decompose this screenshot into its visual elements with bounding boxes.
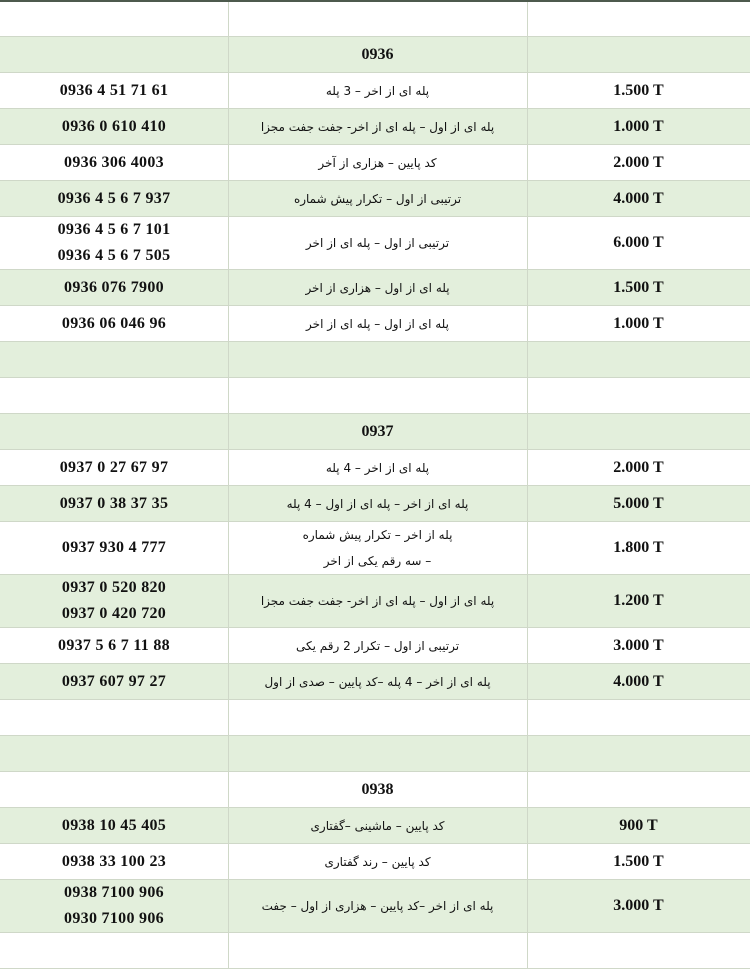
- table-row: [0, 575, 750, 628]
- text-line: 0936 4 5 6 7 101: [57, 221, 171, 238]
- text-line: ترتیبی از اول – تکرار 2 رقم یکی: [295, 638, 460, 653]
- description-cell: [228, 181, 527, 216]
- price-cell: [527, 73, 750, 108]
- text-line: 0936 076 7900: [64, 278, 164, 296]
- section-header-row: [0, 772, 750, 808]
- description-cell: [228, 145, 527, 180]
- price-cell: [527, 306, 750, 341]
- price-cell: [527, 217, 750, 269]
- text-line: پله ای از اخر – 4 پله: [325, 460, 430, 475]
- text-line: ترتیبی از اول – تکرار پیش شماره: [293, 191, 462, 206]
- description-cell: [228, 628, 527, 663]
- column-divider: [228, 2, 229, 968]
- phone-number-cell: [0, 664, 228, 699]
- price-cell: [527, 628, 750, 663]
- description-cell: [228, 880, 527, 932]
- text-line: 1.000 T: [613, 314, 664, 332]
- text-line: 1.500 T: [613, 278, 664, 296]
- table-row: [0, 217, 750, 270]
- price-cell: [527, 522, 750, 574]
- table-row: [0, 844, 750, 880]
- text-line: 0936 06 046 96: [61, 314, 167, 332]
- price-cell: [527, 145, 750, 180]
- text-line: 0938 33 100 23: [61, 852, 167, 870]
- table-row: [0, 450, 750, 486]
- text-line: 0936 4 51 71 61: [59, 81, 169, 99]
- table-row: [0, 270, 750, 306]
- section-prefix: 0936: [361, 45, 394, 63]
- phone-number-cell: [0, 145, 228, 180]
- table-row: [0, 145, 750, 181]
- column-divider: [527, 2, 528, 968]
- text-line: – سه رقم یکی از اخر: [323, 554, 432, 568]
- empty-row: [0, 2, 750, 37]
- price-cell: [527, 270, 750, 305]
- text-line: 4.000 T: [613, 672, 664, 690]
- text-line: 0937 0 38 37 35: [59, 494, 169, 512]
- description-cell: [228, 73, 527, 108]
- text-line: 3.000 T: [613, 897, 664, 914]
- description-cell: [228, 486, 527, 521]
- price-cell: [527, 181, 750, 216]
- description-cell: [228, 844, 527, 879]
- phone-number-cell: [0, 575, 228, 627]
- price-cell: [527, 880, 750, 932]
- text-line: پله از اخر – تکرار پیش شماره: [302, 528, 453, 542]
- text-line: 0936 4 5 6 7 937: [57, 189, 171, 207]
- text-line: پله ای از اول – پله ای از اخر: [306, 316, 449, 331]
- section-prefix: 0937: [361, 422, 394, 440]
- section-header-row: [0, 37, 750, 73]
- price-cell: [527, 486, 750, 521]
- empty-row: [0, 700, 750, 736]
- description-cell: [228, 522, 527, 574]
- phone-number-cell: [0, 844, 228, 879]
- description-cell: [228, 575, 527, 627]
- text-line: کد پایین – رند گفتاری: [324, 854, 431, 869]
- text-line: 900 T: [619, 816, 658, 834]
- phone-number-cell: [0, 522, 228, 574]
- table-row: [0, 486, 750, 522]
- text-line: پله ای از اول – پله ای از اخر- جفت جفت مجزا: [260, 594, 495, 608]
- empty-row: [0, 933, 750, 969]
- text-line: 2.000 T: [613, 153, 664, 171]
- text-line: پله ای از اخر – پله ای از اول – 4 پله: [286, 496, 469, 511]
- phone-number-cell: [0, 486, 228, 521]
- text-line: 1.500 T: [613, 852, 664, 870]
- table-row: [0, 306, 750, 342]
- text-line: 4.000 T: [613, 189, 664, 207]
- table-row: [0, 808, 750, 844]
- price-cell: [527, 808, 750, 843]
- text-line: 0938 7100 906: [64, 884, 164, 901]
- description-cell: [228, 808, 527, 843]
- text-line: 0937 0 27 67 97: [59, 458, 169, 476]
- text-line: 1.500 T: [613, 81, 664, 99]
- text-line: پله ای از اخر – 3 پله: [325, 83, 430, 98]
- table-row: [0, 628, 750, 664]
- table-row: [0, 181, 750, 217]
- price-cell: [527, 664, 750, 699]
- text-line: پله ای از اخر –کد پایین – هزاری از اول – جفت: [261, 899, 494, 913]
- text-line: 0936 0 610 410: [61, 117, 167, 135]
- text-line: 0937 930 4 777: [61, 539, 167, 556]
- section-header-row: [0, 414, 750, 450]
- description-cell: [228, 306, 527, 341]
- text-line: 0938 10 45 405: [61, 816, 167, 834]
- phone-number-cell: [0, 808, 228, 843]
- description-cell: [228, 664, 527, 699]
- table-row: [0, 880, 750, 933]
- text-line: کد پایین – ماشینی –گفتاری: [310, 818, 445, 833]
- phone-number-cell: [0, 181, 228, 216]
- table-row: [0, 522, 750, 575]
- phone-number-cell: [0, 880, 228, 932]
- phone-number-cell: [0, 73, 228, 108]
- text-line: ترتیبی از اول – پله ای از اخر: [305, 236, 450, 250]
- text-line: 0937 0 420 720: [61, 605, 167, 622]
- text-line: 0936 306 4003: [64, 153, 164, 171]
- phone-number-cell: [0, 628, 228, 663]
- text-line: پله ای از اول – پله ای از اخر- جفت جفت مجزا: [260, 119, 495, 134]
- price-cell: [527, 450, 750, 485]
- text-line: 0936 4 5 6 7 505: [57, 247, 171, 264]
- empty-row: [0, 736, 750, 772]
- text-line: کد پایین – هزاری از آخر: [318, 155, 437, 170]
- description-cell: [228, 270, 527, 305]
- section-prefix: 0938: [361, 780, 394, 798]
- text-line: 1.800 T: [613, 539, 664, 556]
- table-row: [0, 109, 750, 145]
- phone-number-cell: [0, 217, 228, 269]
- text-line: 1.000 T: [613, 117, 664, 135]
- description-cell: [228, 217, 527, 269]
- text-line: پله ای از اول – هزاری از اخر: [305, 280, 450, 295]
- price-cell: [527, 844, 750, 879]
- phone-number-cell: [0, 450, 228, 485]
- price-cell: [527, 575, 750, 627]
- empty-row: [0, 378, 750, 414]
- phone-number-cell: [0, 109, 228, 144]
- description-cell: [228, 109, 527, 144]
- text-line: 0930 7100 906: [64, 910, 164, 927]
- text-line: 0937 607 97 27: [61, 672, 167, 690]
- text-line: 1.200 T: [613, 592, 664, 609]
- text-line: 3.000 T: [613, 636, 664, 654]
- phone-number-cell: [0, 270, 228, 305]
- description-cell: [228, 450, 527, 485]
- table-row: [0, 664, 750, 700]
- text-line: 0937 5 6 7 11 88: [58, 636, 170, 654]
- text-line: 6.000 T: [613, 234, 664, 251]
- text-line: 5.000 T: [613, 494, 664, 512]
- text-line: 2.000 T: [613, 458, 664, 476]
- text-line: 0937 0 520 820: [61, 579, 167, 596]
- phone-number-cell: [0, 306, 228, 341]
- text-line: پله ای از اخر – 4 پله –کد پایین – صدی از اول: [264, 674, 491, 689]
- empty-row: [0, 342, 750, 378]
- table-row: [0, 73, 750, 109]
- price-cell: [527, 109, 750, 144]
